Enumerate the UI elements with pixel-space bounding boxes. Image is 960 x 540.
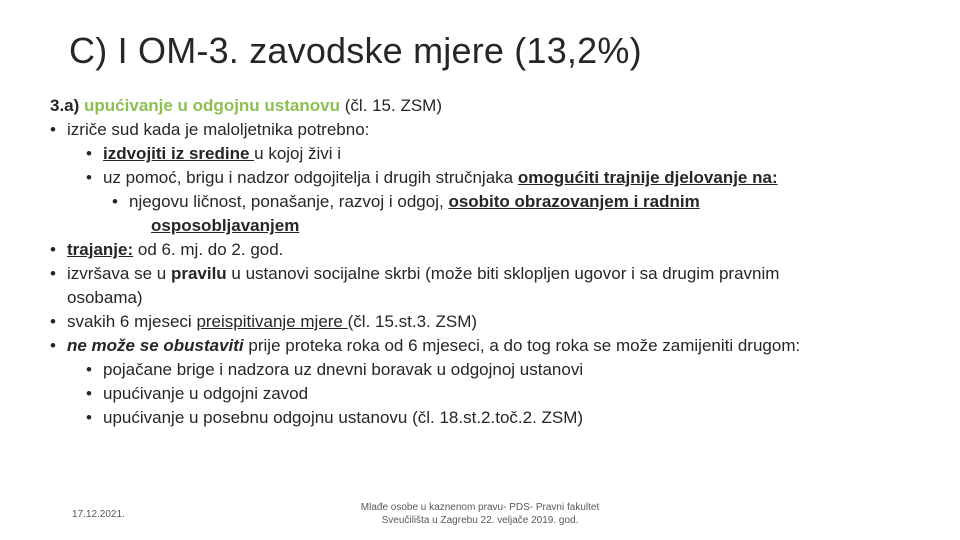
list-item-text: pojačane brige i nadzora uz dnevni boravak u odgojnoj ustanovi — [103, 360, 584, 379]
list-item — [50, 406, 945, 430]
bullet-icon: • — [86, 408, 92, 427]
list-item-emphasis: pravilu — [170, 264, 227, 283]
bullet-icon: • — [86, 360, 92, 379]
list-item — [50, 238, 945, 262]
bullet-icon: • — [50, 240, 56, 259]
bullet-icon: • — [86, 384, 92, 403]
list-item — [50, 334, 945, 358]
bullet-icon: • — [50, 312, 56, 331]
heading-highlight: upućivanje u odgojnu ustanovu — [84, 96, 340, 115]
footer-date: 17.12.2021. — [72, 509, 125, 520]
list-item — [50, 190, 945, 214]
list-item-continuation — [50, 214, 945, 238]
list-item-text: (čl. 15.st.3. ZSM) — [347, 312, 478, 331]
bullet-icon: • — [112, 192, 118, 211]
list-item-text: osobama) — [67, 288, 143, 307]
footer-caption — [330, 501, 630, 527]
heading-reference: (čl. 15. ZSM) — [339, 96, 442, 115]
list-item-emphasis: izdvojiti iz sredine — [103, 144, 255, 163]
list-item-emphasis: osposobljavanjem — [151, 216, 300, 235]
list-item-emphasis: trajanje: — [67, 240, 134, 259]
list-item-text: svakih 6 mjeseci — [67, 312, 197, 331]
list-item-text: izriče sud kada je maloljetnika potrebno: — [67, 120, 370, 139]
list-item-text: u ustanovi socijalne skrbi (može biti sklopljen ugovor i sa drugim pravnim — [226, 264, 780, 283]
bullet-icon: • — [86, 144, 92, 163]
slide-title: C) I OM-3. zavodske mjere (13,2%) — [69, 30, 642, 71]
bullet-icon: • — [50, 336, 56, 355]
list-item-continuation — [50, 286, 945, 310]
list-item-text: upućivanje u odgojni zavod — [103, 384, 309, 403]
heading-number: 3.a) — [50, 96, 85, 115]
list-item-text: uz pomoć, brigu i nadzor odgojitelja i drugih stručnjaka — [103, 168, 518, 187]
list-item-emphasis: omogućiti trajnije djelovanje na: — [517, 168, 778, 187]
bullet-icon: • — [86, 168, 92, 187]
list-item — [50, 142, 945, 166]
list-item-emphasis: preispitivanje mjere — [196, 312, 348, 331]
list-item — [50, 310, 945, 334]
list-item — [50, 382, 945, 406]
slide-content — [50, 94, 945, 430]
footer-caption-line: Sveučilišta u Zagrebu 22. veljače 2019. god. — [381, 515, 579, 526]
list-item — [50, 118, 945, 142]
list-item-text: njegovu ličnost, ponašanje, razvoj i odgoj, — [129, 192, 449, 211]
list-item-text: izvršava se u — [67, 264, 171, 283]
list-item-text: prije proteka roka od 6 mjeseci, a do tog roka se može zamijeniti drugom: — [243, 336, 801, 355]
list-item — [50, 358, 945, 382]
list-item — [50, 262, 945, 286]
list-item-text: upućivanje u posebnu odgojnu ustanovu (čl. 18.st.2.toč.2. ZSM) — [103, 408, 584, 427]
list-item-text: u kojoj živi i — [254, 144, 342, 163]
list-item — [50, 166, 945, 190]
list-item-text: od 6. mj. do 2. god. — [133, 240, 284, 259]
bullet-icon: • — [50, 120, 56, 139]
footer-caption-line: Mlađe osobe u kaznenom pravu- PDS- Pravni fakultet — [360, 502, 600, 513]
list-item-emphasis: osobito obrazovanjem i radnim — [448, 192, 700, 211]
bullet-icon: • — [50, 264, 56, 283]
list-item-emphasis: ne može se obustaviti — [67, 336, 244, 355]
section-heading — [50, 94, 945, 118]
